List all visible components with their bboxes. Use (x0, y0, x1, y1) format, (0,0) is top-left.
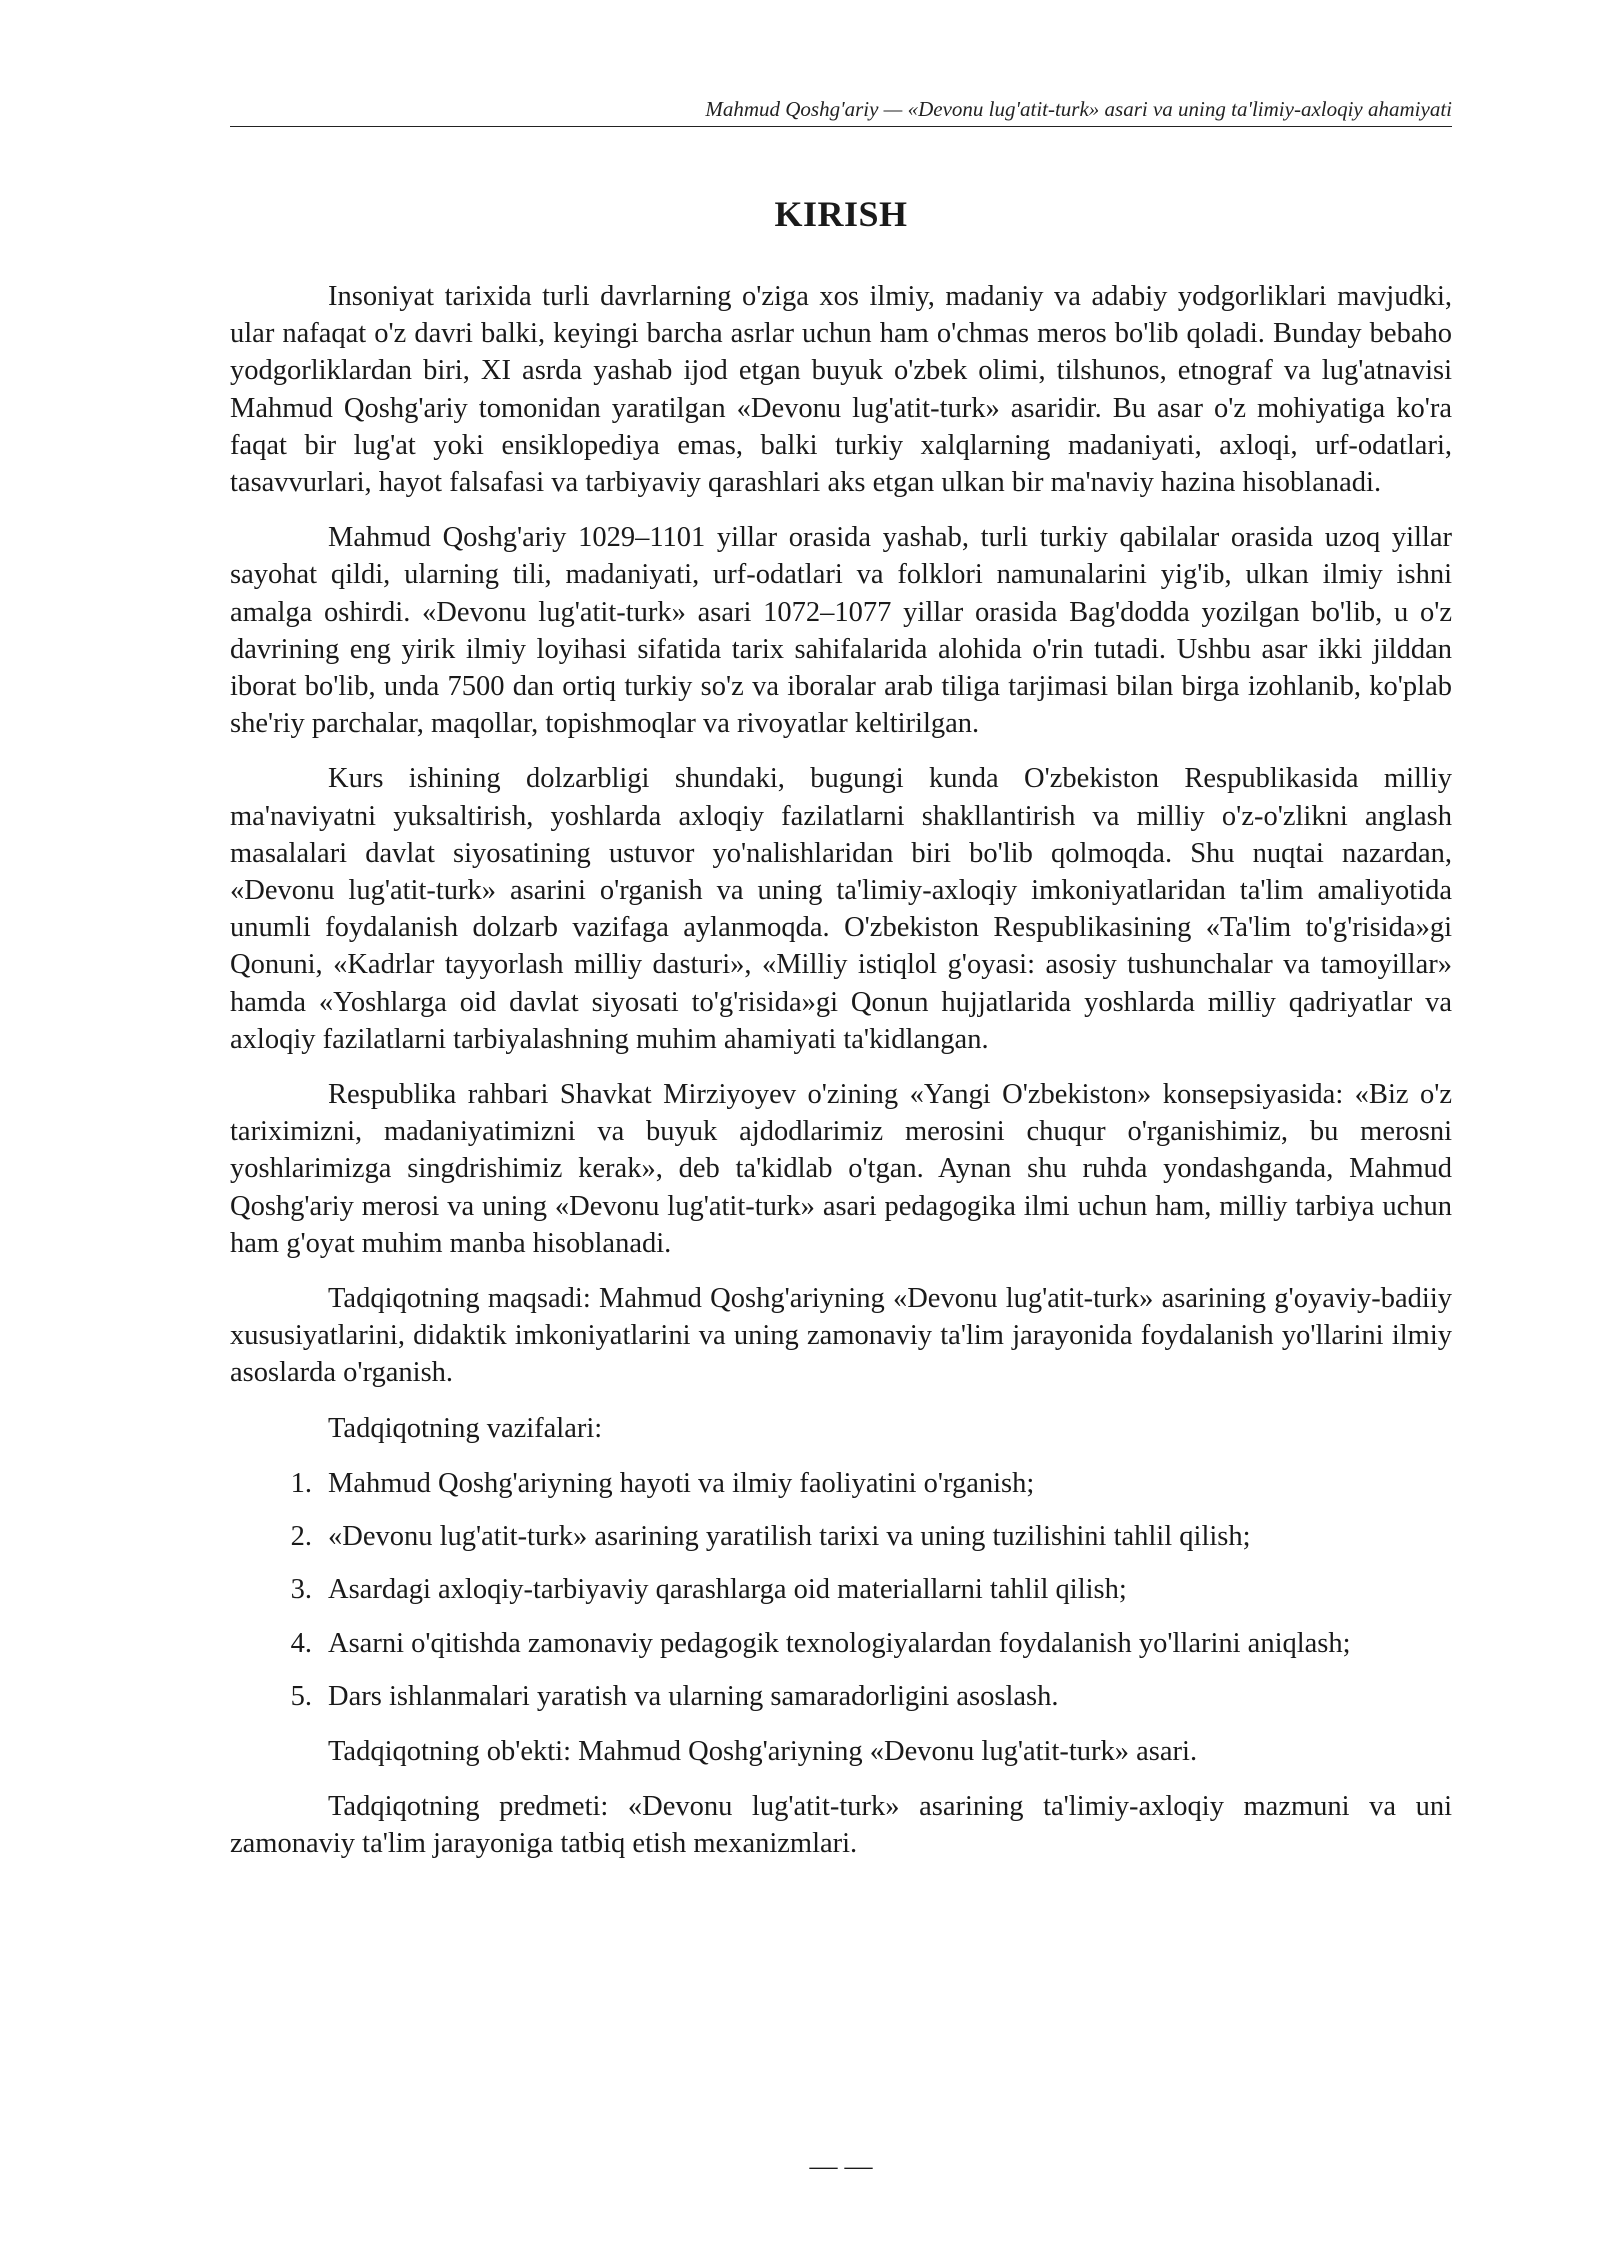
paragraph-goal: Tadqiqotning maqsadi: Mahmud Qoshg'ariyning «Devonu lug'atit-turk» asarining g'oyaviy-badiiy xususiyatlarini, didaktik imkoniyatlarini va uning zamonaviy ta'lim jarayonida foydalanish yo'llarini ilmiy asoslarda o'rganish. (230, 1283, 1452, 1389)
running-header: Mahmud Qoshg'ariy — «Devonu lug'atit-turk» asari va uning ta'limiy-axloqiy ahamiyati (705, 97, 1452, 121)
list-item-text: Asarni o'qitishda zamonaviy pedagogik texnologiyalardan foydalanish yo'llarini aniqlash; (328, 1627, 1351, 1659)
list-item-text: «Devonu lug'atit-turk» asarining yaratilish tarixi va uning tuzilishini tahlil qilish; (328, 1521, 1251, 1553)
page-number: — — (809, 2151, 873, 2182)
header-rule (230, 126, 1452, 127)
paragraph-intro: Insoniyat tarixida turli davrlarning o'ziga xos ilmiy, madaniy va adabiy yodgorliklari mavjudki, ular nafaqat o'z davri balki, keyingi barcha asrlar uchun ham o'chmas meros bo'lib qoladi. Bunday bebaho yodgorliklardan biri, XI asrda yashab ijod etgan buyuk o'zbek olimi, tilshunos, etnograf va lug'atnavisi Mahmud Qoshg'ariy tomonidan yaratilgan «Devonu lug'atit-turk» asaridir. Bu asar o'z mohiyatiga ko'ra faqat bir lug'at yoki ensiklopediya emas, balki turkiy xalqlarning madaniyati, axloqi, urf-odatlari, tasavvurlari, hayot falsafasi va tarbiyaviy qarashlari aks etgan ulkan bir ma'naviy hazina hisoblanadi. (230, 281, 1452, 499)
paragraph-subject: Tadqiqotning predmeti: «Devonu lug'atit-turk» asarining ta'limiy-axloqiy mazmuni va uni zamonaviy ta'lim jarayoniga tatbiq etish mexanizmlari. (230, 1791, 1452, 1860)
list-item-text: Mahmud Qoshg'ariyning hayoti va ilmiy faoliyatini o'rganish; (328, 1467, 1035, 1499)
list-item-number: 1. (290, 1467, 312, 1499)
list-item-number: 2. (290, 1521, 312, 1553)
document-body (230, 278, 1452, 1881)
paragraph-biography: Mahmud Qoshg'ariy 1029–1101 yillar orasida yashab, turli turkiy qabilalar orasida uzoq yillar sayohat qildi, ularning tili, madaniyati, urf-odatlari va folklori namunalarini yig'ib, ulkan ilmiy ishni amalga oshirdi. «Devonu lug'atit-turk» asari 1072–1077 yillar orasida Bag'dodda yozilgan bo'lib, u o'z davrining eng yirik ilmiy loyihasi sifatida tarix sahifalarida alohida o'rin tutadi. Ushbu asar ikki jilddan iborat bo'lib, unda 7500 dan ortiq turkiy so'z va iboralar arab tiliga tarjimasi bilan birga izohlanib, ko'plab she'riy parchalar, maqollar, topishmoqlar va rivoyatlar keltirilgan. (230, 522, 1452, 740)
tasks-list (230, 1465, 1452, 1715)
list-item (230, 1678, 1452, 1715)
list-item-number: 3. (290, 1574, 312, 1606)
list-item-text: Dars ishlanmalari yaratish va ularning samaradorligini asoslash. (328, 1680, 1059, 1712)
section-title: KIRISH (774, 194, 908, 234)
list-item (230, 1625, 1452, 1662)
paragraph-quote: Respublika rahbari Shavkat Mirziyoyev o'zining «Yangi O'zbekiston» konsepsiyasida: «Biz o'z tariximizni, madaniyatimizni va buyuk ajdodlarimiz merosini chuqur o'rganishimiz, bu merosni yoshlarimizga singdrishimiz kerak», deb ta'kidlab o'tgan. Aynan shu ruhda yondashganda, Mahmud Qoshg'ariy merosi va uning «Devonu lug'atit-turk» asari pedagogika ilmi uchun ham, milliy tarbiya uchun ham g'oyat muhim manba hisoblanadi. (230, 1079, 1452, 1259)
list-item (230, 1465, 1452, 1502)
list-item-number: 5. (290, 1680, 312, 1712)
paragraph-relevance: Kurs ishining dolzarbligi shundaki, bugungi kunda O'zbekiston Respublikasida milliy ma'naviyatni yuksaltirish, yoshlarda axloqiy fazilatlarni shakllantirish va milliy o'z-o'zlikni anglash masalalari davlat siyosatining ustuvor yo'nalishlaridan biri bo'lib qolmoqda. Shu nuqtai nazardan, «Devonu lug'atit-turk» asarini o'rganish va uning ta'limiy-axloqiy imkoniyatlaridan ta'lim amaliyotida unumli foydalanish dolzarb vazifaga aylanmoqda. O'zbekiston Respublikasining «Ta'lim to'g'risida»gi Qonuni, «Kadrlar tayyorlash milliy dasturi», «Milliy istiqlol g'oyasi: asosiy tushunchalar va tamoyillar» hamda «Yoshlarga oid davlat siyosati to'g'risida»gi Qonun hujjatlarida yoshlarda milliy qadriyatlar va axloqiy fazilatlarni tarbiyalashning muhim ahamiyati ta'kidlangan. (230, 763, 1452, 1055)
paragraph-object: Tadqiqotning ob'ekti: Mahmud Qoshg'ariyning «Devonu lug'atit-turk» asari. (328, 1735, 1198, 1767)
list-item-text: Asardagi axloqiy-tarbiyaviy qarashlarga oid materiallarni tahlil qilish; (328, 1574, 1127, 1606)
list-item-number: 4. (290, 1627, 312, 1659)
list-item (230, 1518, 1452, 1555)
list-item (230, 1571, 1452, 1608)
paragraph-tasks-heading: Tadqiqotning vazifalari: (328, 1412, 603, 1444)
